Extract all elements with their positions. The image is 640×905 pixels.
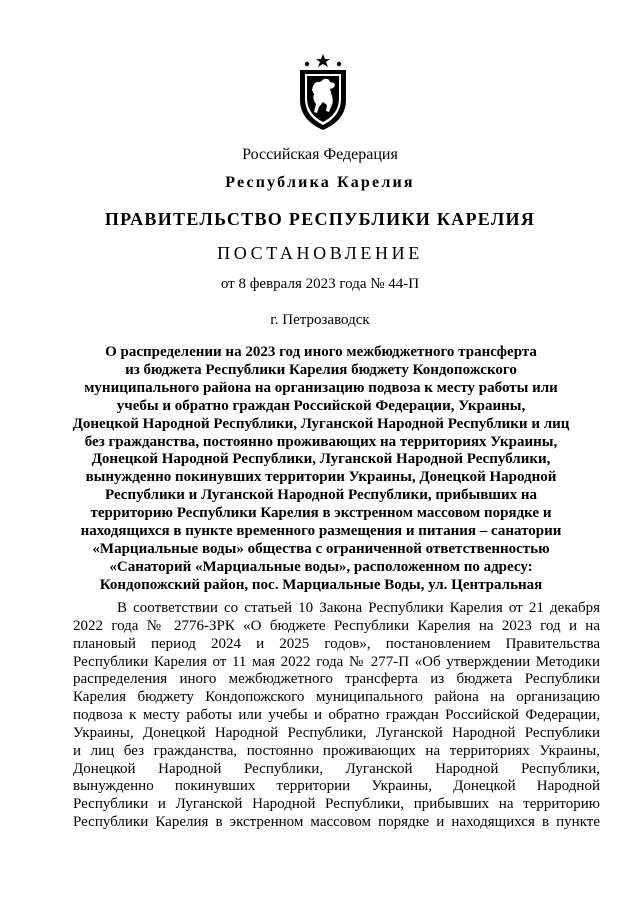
body-line: вынужденно покинувших территории Украины, Донецкой Народной: [73, 778, 600, 795]
document-date-number: от 8 февраля 2023 года № 44-П: [220, 276, 420, 292]
heading-line: Кондопожский район, пос. Марциальные Воды, ул. Центральная: [99, 576, 543, 593]
government-title: ПРАВИТЕЛЬСТВО РЕСПУБЛИКИ КАРЕЛИЯ: [104, 209, 536, 229]
heading-line: Донецкой Народной Республики, Луганской Народной Республики,: [91, 451, 551, 468]
heading-line: вынужденно покинувших территории Украины, Донецкой Народной: [85, 469, 557, 486]
body-line: плановый период 2024 и 2025 годов», постановлением Правительства: [73, 635, 600, 652]
heading-line: Республики и Луганской Народной Республики, прибывших на: [105, 487, 537, 504]
heading-line: «Марциальные воды» общества с ограниченной ответственностью: [92, 540, 550, 557]
body-line: Карелия бюджету Кондопожского муниципального района на организацию: [73, 689, 600, 706]
body-line: В соответствии со статьей 10 Закона Республики Карелия от 21 декабря: [117, 600, 600, 616]
document-city: г. Петрозаводск: [270, 312, 370, 328]
heading-line: Донецкой Народной Республики, Луганской Народной Республики и лиц: [72, 415, 570, 432]
emblem-crown: [316, 54, 330, 67]
body-line: 2022 года № 2776-ЗРК «О бюджете Республики Карелия на 2023 год и на: [73, 617, 600, 634]
body-line: Республики Карелия в экстренном массовом порядке и находящихся в пункте: [73, 814, 600, 831]
heading-line: О распределении на 2023 год иного межбюджетного трансферта: [105, 344, 537, 360]
document-heading: [40, 344, 602, 595]
karelia-coat-of-arms-icon: [296, 52, 350, 132]
body-line: Республики Карелия от 11 мая 2022 года № 277-П «Об утверждении Методики: [73, 653, 600, 670]
document-type: ПОСТАНОВЛЕНИЕ: [217, 243, 423, 263]
heading-line: из бюджета Республики Карелия бюджету Кондопожского: [125, 361, 517, 378]
body-line: Донецкой Народной Республики, Луганской Народной Республики,: [73, 760, 600, 777]
heading-line: без гражданства, постоянно проживающих на территориях Украины,: [84, 433, 558, 450]
heading-line: муниципального района на организацию подвоза к месту работы или: [84, 379, 558, 396]
body-line: подвоза к месту работы или учебы и обратно граждан Российской Федерации,: [73, 707, 600, 724]
body-line: Республики и Луганской Народной Республики, прибывших на территорию: [73, 796, 600, 813]
heading-line: учебы и обратно граждан Российской Федерации, Украины,: [116, 397, 526, 414]
heading-line: находящихся в пункте временного размещения и питания – санатории: [80, 523, 562, 540]
body-line: Украины, Донецкой Народной Республики, Луганской Народной Республики: [73, 724, 600, 741]
heading-line: «Санаторий «Марциальные воды», расположенном по адресу:: [109, 558, 533, 575]
heading-line: территорию Республики Карелия в экстренном массовом порядке и: [90, 505, 552, 522]
body-line: и лиц без гражданства, постоянно проживающих на территориях Украины,: [73, 742, 600, 759]
country-name: Российская Федерация: [242, 146, 398, 163]
body-line: распределения иного межбюджетного трансферта из бюджета Республики: [73, 671, 600, 688]
document-body: [73, 600, 600, 832]
republic-name: Республика Карелия: [225, 174, 415, 191]
